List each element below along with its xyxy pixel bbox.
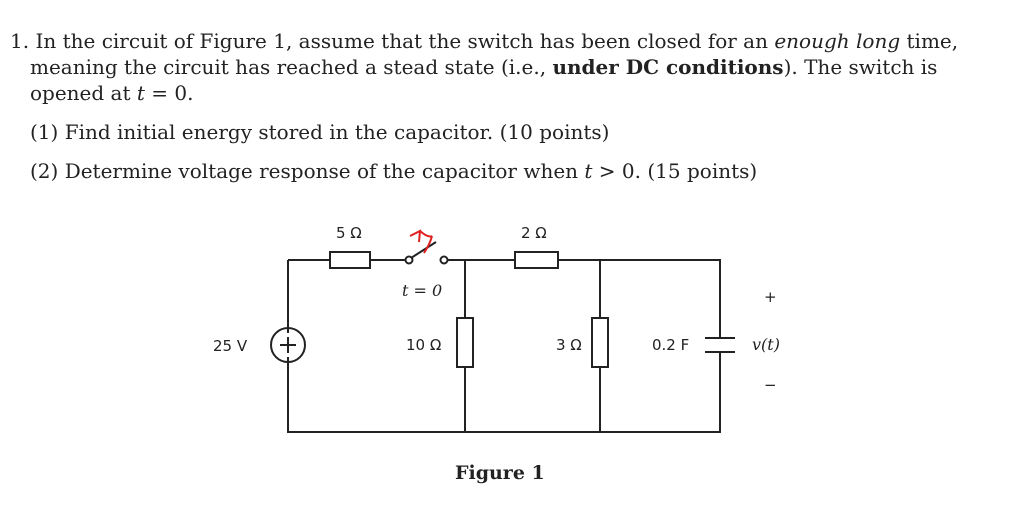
figure-caption: Figure 1 bbox=[455, 462, 545, 484]
problem-number: 1. bbox=[10, 29, 30, 53]
resistor-10ohm-label: 10 Ω bbox=[406, 336, 442, 354]
resistor-2ohm-label: 2 Ω bbox=[521, 224, 547, 242]
resistor-3ohm bbox=[592, 318, 608, 367]
resistor-3ohm-label: 3 Ω bbox=[556, 336, 582, 354]
resistor-2ohm bbox=[515, 252, 558, 268]
resistor-5ohm-label: 5 Ω bbox=[336, 224, 362, 242]
problem-line-2: meaning the circuit has reached a stead state (i.e., under DC conditions). The switch is bbox=[30, 55, 938, 79]
capacitor-label: 0.2 F bbox=[652, 336, 690, 354]
problem-line-1: 1. In the circuit of Figure 1, assume that the switch has been closed for an enough long time, bbox=[10, 29, 959, 53]
resistor-5ohm bbox=[330, 252, 370, 268]
switch-contact-right bbox=[441, 257, 448, 264]
voltage-minus: − bbox=[764, 376, 777, 394]
switch-blade bbox=[411, 242, 436, 258]
voltage-plus: + bbox=[764, 288, 777, 306]
switch-time-label: t = 0 bbox=[402, 281, 443, 300]
resistor-10ohm bbox=[457, 318, 473, 367]
problem-line-3: opened at t = 0. bbox=[30, 81, 194, 105]
voltage-label: v(t) bbox=[752, 335, 780, 354]
source-label: 25 V bbox=[213, 337, 248, 355]
part-2: (2) Determine voltage response of the capacitor when t > 0. (15 points) bbox=[30, 159, 758, 183]
switch-arrow-icon bbox=[410, 231, 432, 253]
part-1: (1) Find initial energy stored in the capacitor. (10 points) bbox=[30, 120, 610, 144]
